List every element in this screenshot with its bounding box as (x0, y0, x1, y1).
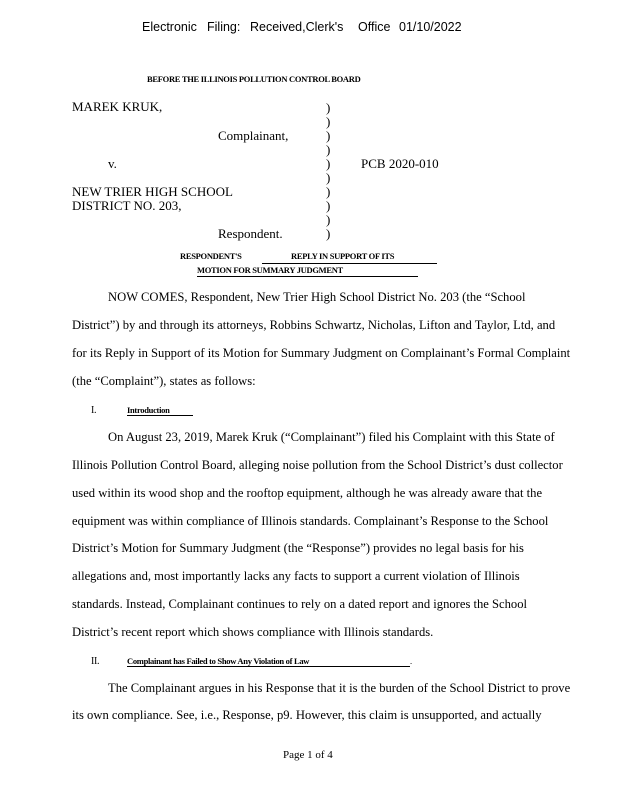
caption-paren: ) (326, 170, 331, 185)
paragraph-line: Illinois Pollution Control Board, alleging noise pollution from the School District’s dust collector (72, 458, 563, 472)
paragraph-line: allegations and, most importantly lacks any facts to support a current violation of Illinois (72, 569, 520, 583)
complainant-role: Complainant, (218, 128, 289, 143)
paragraph-line: (the “Complaint”), states as follows: (72, 374, 256, 388)
case-number: PCB 2020-010 (361, 156, 439, 171)
caption-paren: ) (326, 184, 331, 199)
paragraph-line: District”) by and through its attorneys, Robbins Schwartz, Nicholas, Lifton and Taylor, Ltd, and (72, 318, 556, 332)
doc-title-reply: REPLY IN SUPPORT OF ITS (291, 251, 395, 261)
filing-stamp-office: Office (358, 20, 391, 34)
section2-title (127, 656, 412, 667)
doc-title-respondents: RESPONDENT'S (180, 251, 242, 261)
respondent-role: Respondent. (218, 226, 283, 241)
caption-paren: ) (326, 212, 331, 227)
paragraph-line: District’s recent report which shows compliance with Illinois standards. (72, 625, 434, 639)
paragraph-line: its own compliance. See, i.e., Response, p9. However, this claim is unsupported, and actually (72, 708, 542, 722)
section2-title-text: Complainant has Failed to Show Any Violation of Law (127, 656, 410, 667)
filing-stamp-date: 01/10/2022 (399, 20, 462, 34)
doc-title-underline-2 (197, 276, 418, 277)
caption-paren: ) (326, 142, 331, 157)
respondent-name-line1: NEW TRIER HIGH SCHOOL (72, 184, 233, 199)
paragraph-line: used within its wood shop and the rooftop equipment, although he was already aware that the (72, 486, 543, 500)
paragraph-line: for its Reply in Support of its Motion for Summary Judgment on Complainant’s Formal Complaint (72, 346, 571, 360)
doc-title-underline-1 (262, 263, 437, 264)
filing-stamp-filing: Filing: (207, 20, 241, 34)
caption-paren: ) (326, 128, 331, 143)
page-number: Page 1 of 4 (283, 749, 333, 761)
paragraph-line: On August 23, 2019, Marek Kruk (“Complainant”) filed his Complaint with this State of (108, 430, 555, 444)
caption-paren: ) (326, 100, 331, 115)
section2-number: II. (91, 656, 100, 667)
paragraph-line: NOW COMES, Respondent, New Trier High School District No. 203 (the “School (108, 290, 526, 304)
caption-paren: ) (326, 226, 331, 241)
caption-paren: ) (326, 156, 331, 171)
board-heading: BEFORE THE ILLINOIS POLLUTION CONTROL BOARD (147, 74, 361, 84)
caption-paren: ) (326, 114, 331, 129)
filing-stamp-received: Received,Clerk's (250, 20, 344, 34)
caption-paren: ) (326, 198, 331, 213)
filing-stamp-electronic: Electronic (142, 20, 197, 34)
section1-title-text: Introduction (127, 405, 193, 416)
paragraph-line: District’s Motion for Summary Judgment (the “Response”) provides no legal basis for his (72, 541, 524, 555)
section1-number: I. (91, 405, 97, 416)
doc-title-motion: MOTION FOR SUMMARY JUDGMENT (197, 265, 343, 275)
paragraph-line: equipment was within compliance of Illinois standards. Complainant’s Response to the School (72, 514, 549, 528)
paragraph-line: standards. Instead, Complainant continues to rely on a dated report and ignores the School (72, 597, 528, 611)
respondent-name-line2: DISTRICT NO. 203, (72, 198, 182, 213)
versus: v. (108, 156, 117, 171)
section1-title (127, 405, 193, 416)
section2-title-period: . (410, 656, 412, 666)
paragraph-line: The Complainant argues in his Response that it is the burden of the School District to prove (108, 681, 571, 695)
complainant-name: MAREK KRUK, (72, 99, 163, 114)
